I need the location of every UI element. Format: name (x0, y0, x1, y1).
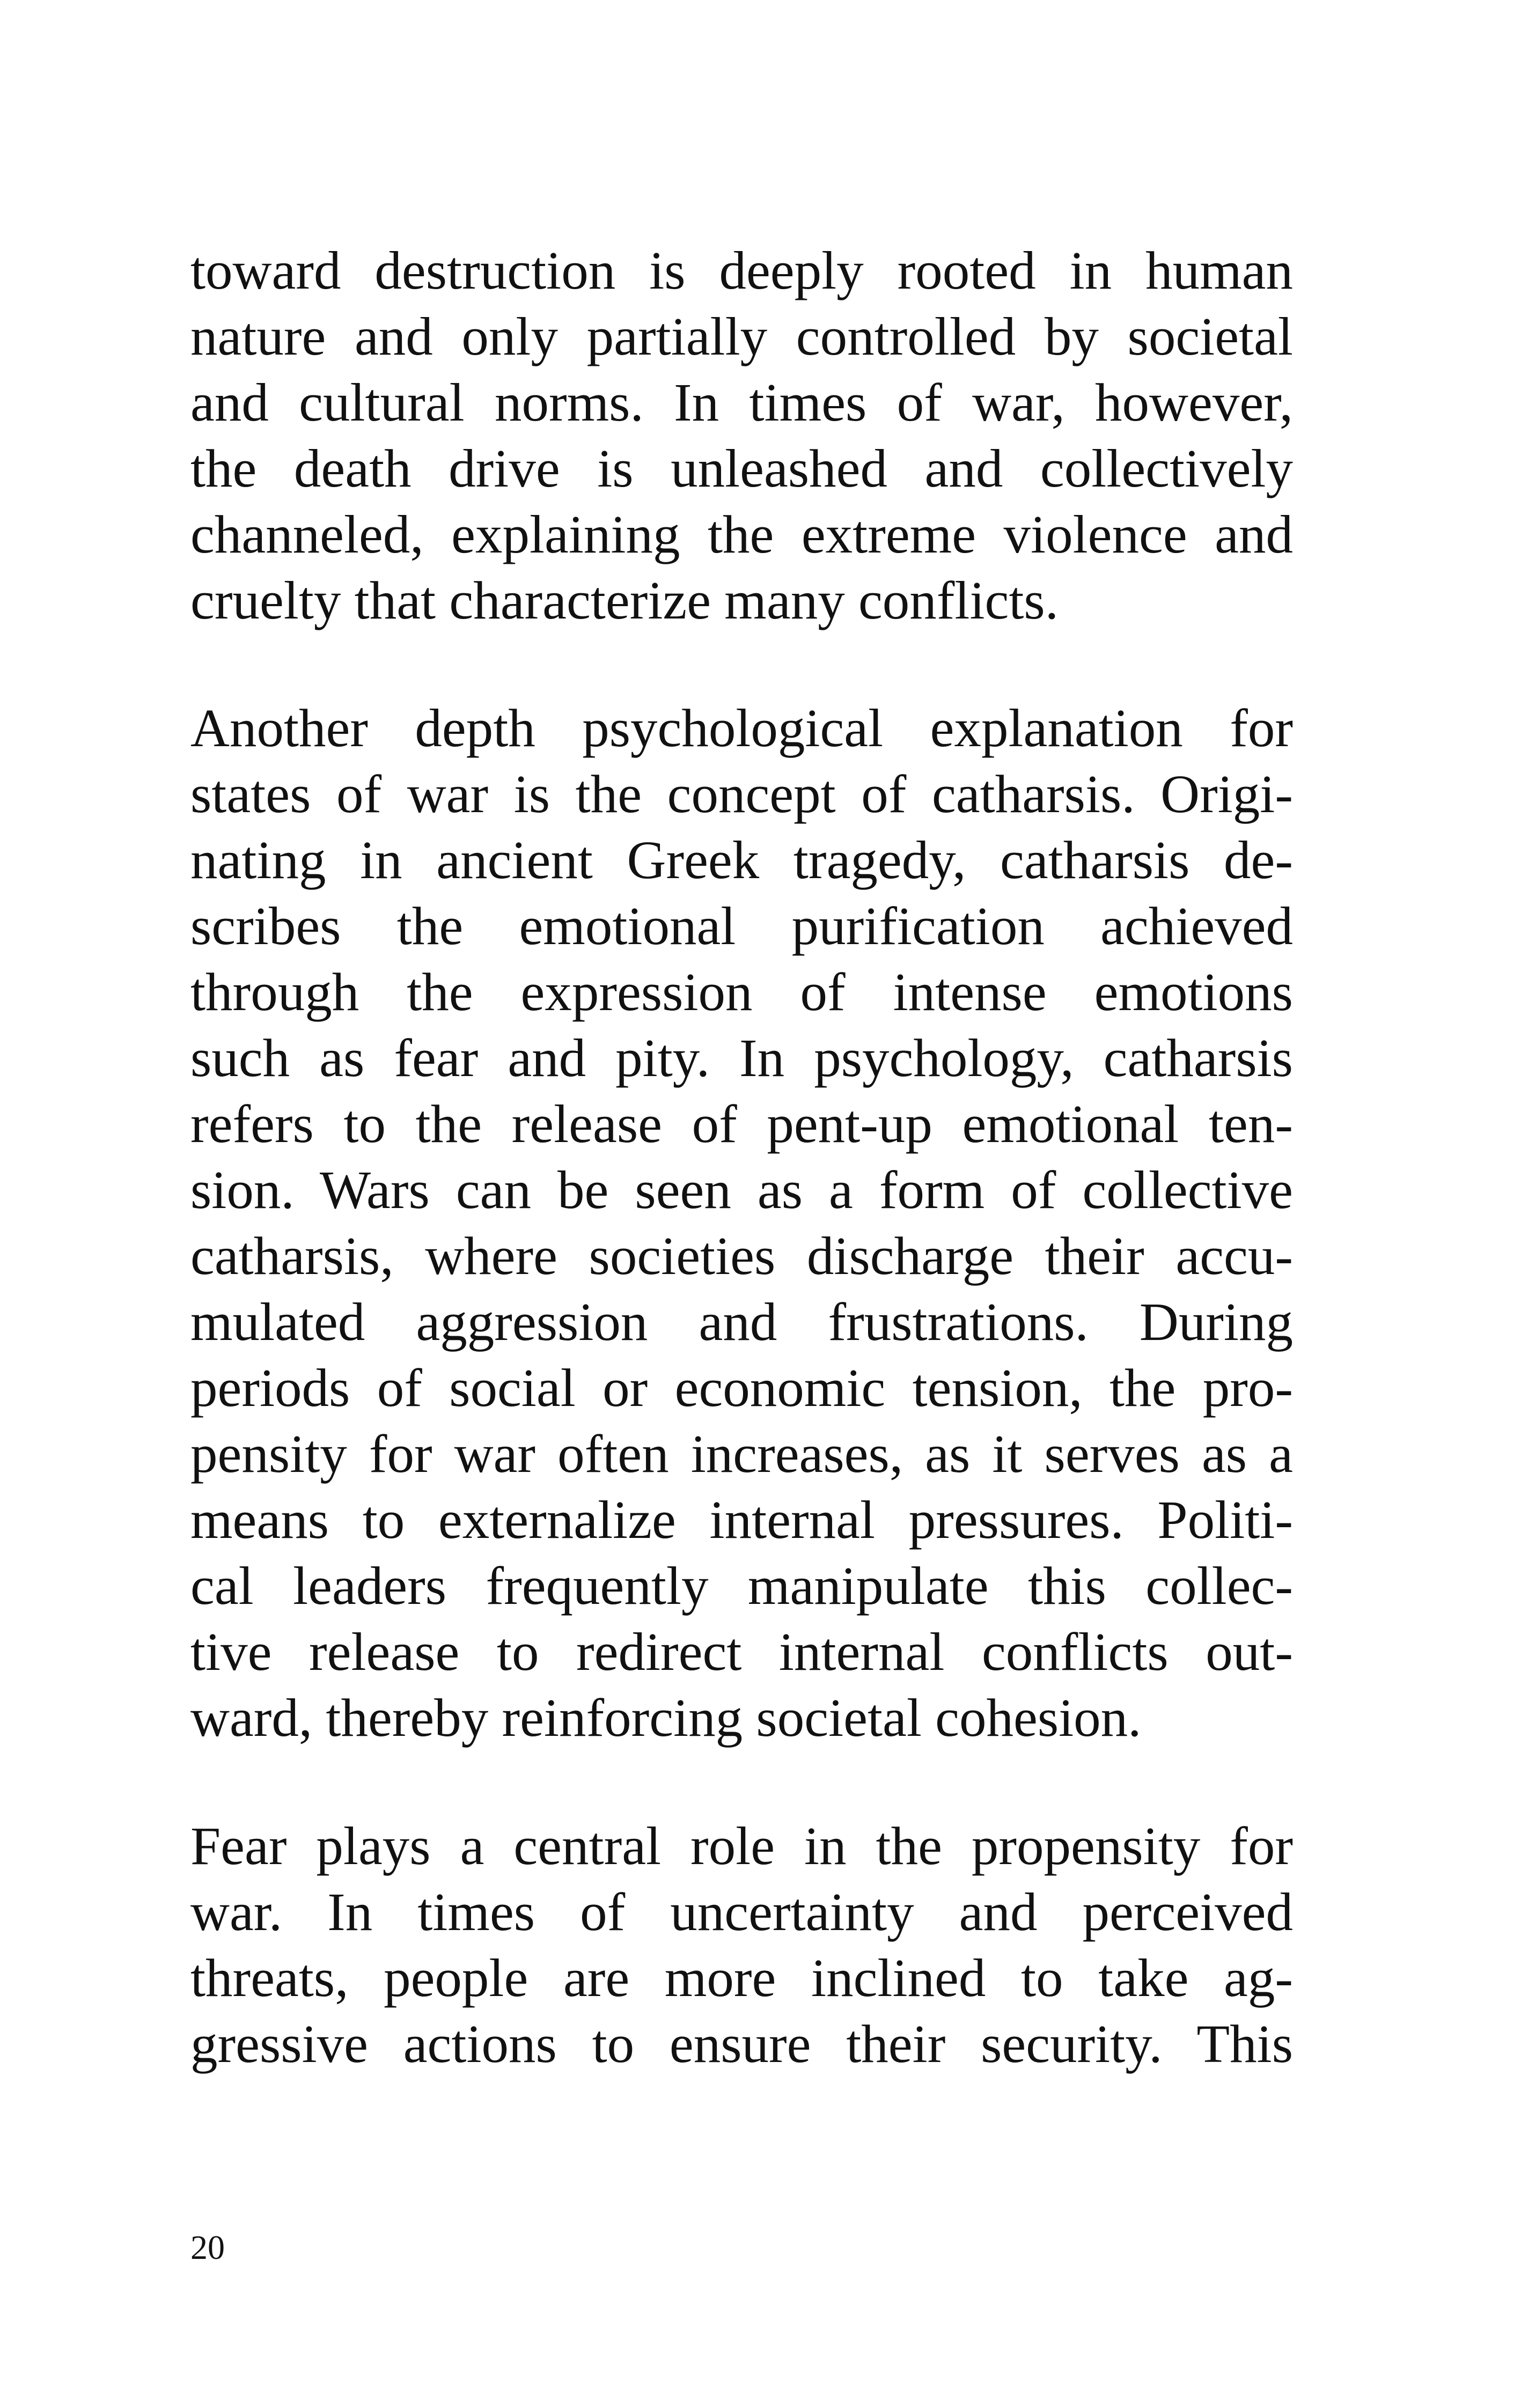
text-line: pensity for war often increases, as it serves as a (190, 1424, 1293, 1484)
text-line: war. In times of uncertainty and perceived (190, 1882, 1293, 1942)
text-line: states of war is the concept of catharsis. Origi- (190, 764, 1293, 824)
text-line: nating in ancient Greek tragedy, catharsis de- (190, 830, 1293, 890)
text-line: toward destruction is deeply rooted in human (190, 240, 1293, 300)
paragraph-fear (190, 1813, 1293, 2077)
text-line: mulated aggression and frustrations. During (190, 1292, 1293, 1352)
text-line: refers to the release of pent-up emotional ten- (190, 1094, 1293, 1154)
text-line: Fear plays a central role in the propensity for (190, 1816, 1293, 1876)
paragraph-catharsis (190, 695, 1293, 1751)
text-line: gressive actions to ensure their security. This (190, 2014, 1293, 2074)
text-line: catharsis, where societies discharge their accu- (190, 1226, 1293, 1286)
text-line: such as fear and pity. In psychology, catharsis (190, 1028, 1293, 1088)
text-line: means to externalize internal pressures. Politi- (190, 1490, 1293, 1550)
text-line: nature and only partially controlled by societal (190, 306, 1293, 366)
text-line: Another depth psychological explanation for (190, 698, 1293, 758)
page-number: 20 (190, 2228, 225, 2266)
text-line: channeled, explaining the extreme violence and (190, 504, 1293, 564)
text-line: cruelty that characterize many conflicts. (190, 570, 1059, 630)
text-line: scribes the emotional purification achieved (190, 896, 1293, 956)
paragraph-death-drive (190, 238, 1293, 634)
text-line: through the expression of intense emotions (190, 962, 1293, 1022)
text-line: periods of social or economic tension, the pro- (190, 1358, 1293, 1418)
text-line: the death drive is unleashed and collectively (190, 438, 1293, 498)
text-line: cal leaders frequently manipulate this collec- (190, 1556, 1293, 1616)
text-line: and cultural norms. In times of war, however, (190, 372, 1293, 432)
text-line: threats, people are more inclined to take ag- (190, 1948, 1293, 2008)
text-line: ward, thereby reinforcing societal cohesion. (190, 1688, 1142, 1748)
text-line: tive release to redirect internal conflicts out- (190, 1622, 1293, 1682)
text-line: sion. Wars can be seen as a form of collective (190, 1160, 1293, 1220)
